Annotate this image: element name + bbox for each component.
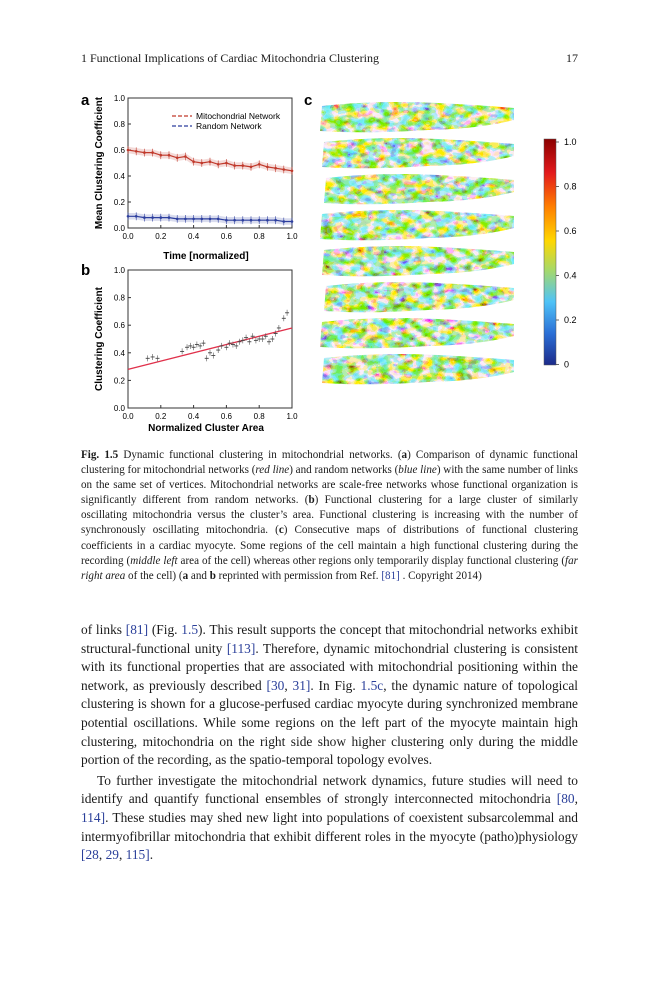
legend-label-mitochondrial: Mitochondrial Network: [196, 111, 281, 121]
chart-a-xlabel: Time [normalized]: [163, 251, 249, 262]
chart-a-xtick-label: 0.2: [155, 232, 167, 241]
chart-a-ytick-label: 0.2: [113, 198, 125, 207]
data-point: [258, 163, 261, 166]
chart-a-legend: [172, 111, 281, 131]
data-point: [274, 219, 277, 222]
chart-a-ytick-label: 0.8: [113, 120, 125, 129]
chart-b-ytick-label: 0.2: [113, 376, 125, 386]
chart-a-xtick-label: 0.8: [253, 232, 265, 241]
caption-text: of the cell) (: [125, 569, 183, 582]
body-span: (Fig.: [148, 622, 182, 637]
data-point: [225, 219, 228, 222]
data-point: [274, 167, 277, 170]
figure-1-5: [78, 88, 588, 438]
colorbar-tick-label: 0.4: [564, 270, 577, 281]
chart-a-xtick-label: 0.4: [188, 232, 200, 241]
heatmap-frame-4: [316, 206, 518, 244]
body-span: ,: [118, 847, 126, 863]
chart-b-ylabel: Clustering Coefficient: [94, 287, 105, 391]
caption-text: ) and random networks (: [289, 464, 399, 477]
body-span: ,: [98, 847, 106, 863]
chart-b-xlabel: Normalized Cluster Area: [148, 423, 264, 434]
caption-italic: red line: [255, 464, 290, 477]
data-point: [160, 216, 163, 219]
heatmap-frame-7: [316, 314, 518, 352]
caption-panel-ref: b: [308, 494, 315, 507]
body-span: . In Fig.: [310, 677, 361, 693]
citation-link[interactable]: 114]: [81, 809, 106, 825]
chart-b-ytick-label: 0.4: [113, 348, 125, 358]
caption-text: area of the cell) whereas other regions only temporarily display functional clustering (: [177, 554, 566, 567]
chart-a-ytick-label: 0.4: [113, 172, 125, 181]
heatmap-frame-1: [316, 98, 518, 136]
heatmap-frame-5: [316, 242, 518, 280]
figure-caption: [81, 448, 578, 584]
data-point: [217, 218, 220, 221]
heatmap-frame-6: [316, 278, 518, 316]
citation-link[interactable]: [81]: [125, 622, 149, 637]
fit-line: [128, 328, 292, 369]
data-point: [127, 149, 130, 152]
body-span: . These studies may shed new light into populations of coexistent subsarcolemmal and intermyofibrillar mitochondria that exhibit different roles in the myocyte (patho)physiology: [81, 809, 578, 844]
chart-b-xtick-label: 0.0: [122, 412, 134, 421]
caption-text: Dynamic functional clustering in mitochondrial networks. (: [118, 449, 402, 461]
chart-a-ytick-label: 0.0: [113, 224, 125, 233]
data-point: [266, 166, 269, 169]
chart-b-ytick-label: 1.0: [113, 266, 125, 275]
caption-panel-ref: a: [182, 569, 189, 582]
caption-text: reprinted with permission from Ref.: [215, 569, 382, 582]
body-span: ). This result supports the concept that mitochondrial networks exhibit structural-functional unity: [81, 622, 578, 656]
body-span: ,: [574, 791, 578, 807]
chart-a-ylabel: Mean Clustering Coefficient: [94, 96, 105, 230]
chart-a-xtick-label: 0.0: [122, 232, 134, 241]
data-point: [127, 215, 130, 218]
citation-link[interactable]: 29: [105, 847, 119, 863]
body-span: , the dynamic nature of topological clustering is shown for a glucose-perfused cardiac myocyte during synchronized membrane potential oscillations. While some regions on the left part of the myocyte maintain high clustering, mitochondria on the right side show higher clustering only during the middle portion of the recording, as the spatio-temporal topology evolves.: [81, 677, 578, 768]
data-point: [225, 162, 228, 165]
figure-canvas: [78, 88, 588, 438]
chart-a-xtick-label: 0.6: [220, 232, 232, 241]
colorbar: [544, 137, 577, 370]
chart-b-clustering-vs-area: [94, 266, 298, 434]
chart-a-ytick-label: 1.0: [113, 94, 125, 103]
colorbar-tick-label: 0.8: [564, 181, 577, 192]
body-span: To further investigate the mitochondrial network dynamics, future studies will need to identify and quantify functional ensembles of strongly interconnected mitochondria: [81, 772, 578, 807]
data-point: [143, 216, 146, 219]
chart-b-ytick-label: 0.0: [113, 404, 125, 413]
data-point: [168, 154, 171, 157]
body-span: of links: [81, 622, 126, 637]
colorbar-tick-label: 0.6: [564, 226, 577, 236]
caption-text: and: [188, 569, 210, 582]
panel-label-b: b: [81, 262, 91, 279]
data-point: [283, 220, 286, 223]
colorbar-tick-label: 1.0: [564, 137, 577, 147]
data-point: [209, 160, 212, 163]
panel-label-c: c: [304, 92, 313, 109]
chart-b-ytick-label: 0.8: [113, 293, 125, 303]
chart-a-xtick-label: 1.0: [286, 232, 298, 241]
citation-link[interactable]: 31]: [292, 677, 311, 693]
caption-text: ) Comparison of dynamic functional clustering for mitochondrial networks (: [81, 449, 578, 477]
data-point: [201, 162, 204, 165]
paragraph-2: [81, 772, 578, 865]
figure-link[interactable]: 1.5c: [360, 677, 384, 693]
data-point: [233, 219, 236, 222]
chart-b-frame: [128, 270, 292, 408]
data-point: [242, 164, 245, 167]
caption-text: ) with the same number of links on the same set of vertices. Mitochondrial networks are scale-free networks whose functional organization is significantly different from random networks. (: [81, 464, 578, 507]
data-point: [168, 216, 171, 219]
data-point: [233, 164, 236, 167]
data-point: [151, 151, 154, 154]
data-point: [184, 155, 187, 158]
data-point: [209, 218, 212, 221]
data-point: [135, 215, 138, 218]
body-span: . Therefore, dynamic mitochondrial clustering is consistent with its functional properties that are associated with mitochondrial positioning within the network, as previously described: [81, 640, 578, 693]
paragraph-1: [81, 621, 578, 770]
citation-link[interactable]: [30: [266, 677, 285, 693]
data-point: [242, 219, 245, 222]
caption-text: ) Functional clustering for a large cluster of similarly oscillating mitochondria versus the cluster’s area. Functional clustering is increasing with the number of synchronously oscillating mitochondria. (: [81, 494, 578, 537]
chart-b-xtick-label: 0.8: [253, 412, 265, 421]
figure-label: Fig. 1.5: [81, 449, 119, 461]
data-point: [176, 157, 179, 160]
chart-b-xtick-label: 0.2: [155, 412, 167, 421]
caption-italic: far right area: [81, 554, 578, 582]
chart-b-xtick-label: 0.4: [188, 412, 200, 421]
data-point: [250, 219, 253, 222]
heatmap-frame-8: [316, 350, 518, 388]
body-span: ,: [284, 677, 293, 693]
clustering-heatmaps: [316, 98, 518, 388]
chart-a-ytick-label: 0.6: [113, 146, 125, 155]
data-point: [266, 219, 269, 222]
chart-a-clustering-vs-time: [94, 94, 298, 262]
caption-panel-ref: c: [278, 524, 284, 537]
caption-panel-ref: b: [209, 569, 216, 582]
data-point: [176, 218, 179, 221]
heatmap-frame-3: [316, 170, 518, 208]
citation-link[interactable]: [80: [556, 791, 575, 807]
data-point: [192, 160, 195, 163]
chart-b-xtick-label: 1.0: [286, 412, 298, 421]
colorbar-tick-label: 0: [564, 359, 570, 370]
caption-panel-ref: a: [401, 449, 408, 461]
figure-link[interactable]: 1.5: [181, 622, 199, 637]
data-point: [135, 150, 138, 153]
data-point: [217, 163, 220, 166]
colorbar-tick-label: 0.2: [564, 315, 577, 325]
data-point: [184, 218, 187, 221]
heatmap-frame-2: [316, 134, 518, 172]
data-point: [160, 154, 163, 157]
data-point: [151, 216, 154, 219]
data-point: [291, 220, 294, 223]
chart-b-xtick-label: 0.6: [220, 412, 232, 421]
colorbar-gradient: [544, 139, 556, 365]
data-point: [201, 218, 204, 221]
citation-link[interactable]: [81]: [381, 569, 400, 582]
data-point: [283, 168, 286, 171]
data-point: [258, 219, 261, 222]
panel-label-a: a: [81, 92, 90, 109]
data-point: [250, 166, 253, 169]
caption-text: . Copyright 2014): [399, 569, 482, 582]
page-number: 17: [566, 51, 578, 65]
body-text: [81, 621, 578, 865]
chart-b-ytick-label: 0.6: [113, 321, 125, 331]
legend-label-random: Random Network: [196, 121, 262, 131]
body-span: .: [149, 847, 154, 863]
citation-link[interactable]: [113]: [226, 640, 256, 656]
chapter-title: 1 Functional Implications of Cardiac Mitochondria Clustering: [81, 51, 379, 65]
data-point: [291, 170, 294, 173]
running-header: [81, 51, 578, 65]
citation-link[interactable]: [28: [81, 847, 99, 863]
caption-italic: blue line: [398, 464, 437, 477]
citation-link[interactable]: 115]: [125, 847, 150, 863]
data-point: [192, 218, 195, 221]
caption-italic: middle left: [130, 554, 178, 567]
caption-text: ) Consecutive maps of distributions of functional clustering coefficients in a cardiac myocyte. Some regions of the cell maintain a high functional clustering during the recording (: [81, 524, 578, 567]
data-point: [143, 151, 146, 154]
